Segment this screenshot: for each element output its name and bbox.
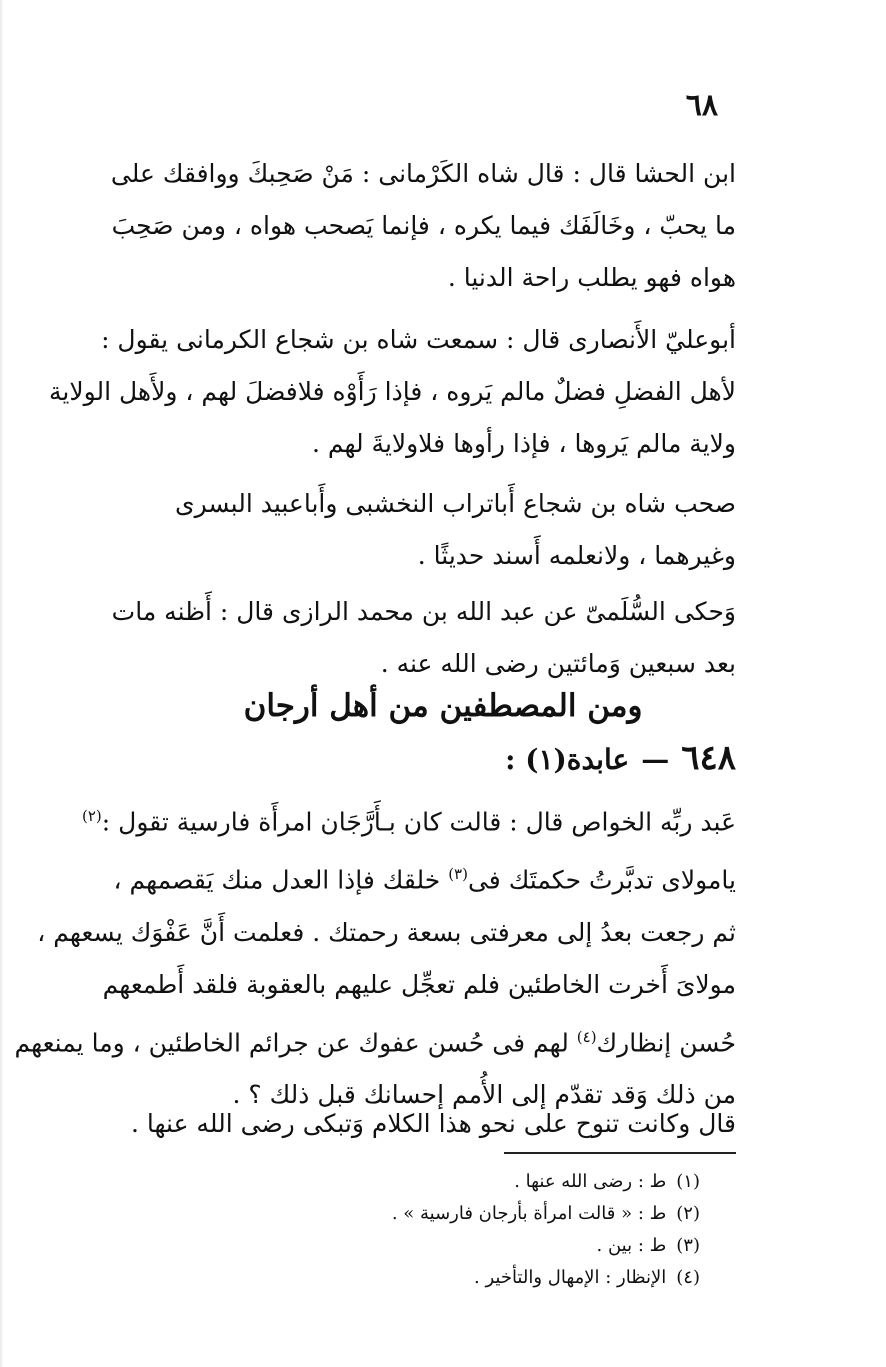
paragraph-sulami <box>86 586 736 690</box>
entry-dash: — <box>641 743 670 776</box>
footnote-ref: (٢) <box>82 807 102 825</box>
text-line: بعد سبعين وَمائتين رضى الله عنه . <box>380 649 736 678</box>
text-line: عَبد ربِّه الخواص قال : قالت كان بـأَرَّجَان امرأَة فارسية تقول :$^{(٢)}$ <box>82 807 736 837</box>
text-line: ياموﻻى تدبَّرتُ حكمتَك فى$^{(٣)}$ خلقك فإذا العدل منك يَقصمهم ، <box>113 865 736 895</box>
page-number: ٦٨ <box>685 88 718 123</box>
text-line: وَحكى السُّلَمىّ عن عبد الله بن محمد الرازى قال : أَظنه مات <box>111 597 736 626</box>
footnote-ref: (٣) <box>448 865 468 884</box>
text-line: هواه فهو يطلب راحة الدنيا . <box>447 263 736 292</box>
footnote: (٤)الإنظار : الإمهال والتأخير . <box>474 1267 700 1288</box>
text-line: صحب شاه بن شجاع أَباتراب النخشبى وأَباعبيد البسرى <box>175 489 736 518</box>
closing-paragraph <box>86 1098 736 1150</box>
text-line: حُسن إنظارك$^{(٤)}$ لهم فى حُسن عفوك عن جرائم الخاطئين ، وما يمنعهم <box>14 1027 736 1057</box>
text-line: وغيرهما ، ولانعلمه أَسند حديثًا . <box>417 541 736 570</box>
text-line: ما يحبّ ، وخَالَفَك فيما يكره ، فإنما يَصحب هواه ، ومن صَحِبَ <box>111 211 736 240</box>
page-edge <box>0 0 4 1367</box>
paragraph-ibn-al-hashsha <box>86 148 736 304</box>
text-line: لأهل الفضلِ فضلٌ مالم يَروه ، فإذا رَأَوْه فلافضلَ لهم ، ولأَهل الولاية <box>48 377 736 406</box>
text-line: أبوعليّ الأَنصارى قال : سمعت شاه بن شجاع الكرمانى يقول : <box>101 325 736 354</box>
text-line: ابن الحشا قال : قال شاه الكَرْمانى : مَنْ صَحِبكَ ووافقك على <box>110 159 736 188</box>
footnote-separator <box>504 1152 736 1154</box>
text-line: ثم رجعت بعدُ إلى معرفتى بسعة رحمتك . فعلمت أَنَّ عَفْوَك يسعهم ، <box>37 917 736 947</box>
footnote: (٣)ط : بين . <box>596 1235 700 1256</box>
footnote: (١)ط : رضى الله عنها . <box>514 1171 700 1192</box>
paragraph-suhba <box>86 478 736 582</box>
entry-title <box>505 738 736 778</box>
paragraph-abu-ali-al-ansari <box>48 314 736 470</box>
footnote-ref: (٤) <box>576 1027 597 1046</box>
entry-name: عابدة(١) : <box>505 743 630 776</box>
footnotes <box>280 1166 700 1294</box>
text-line: ولاية مالم يَروها ، فإذا رأوها فلاولايةَ لهم . <box>311 429 736 458</box>
footnote: (٢)ط : « قالت امرأة بأرجان فارسية » . <box>391 1203 700 1224</box>
text-line: موﻻىَ أَخرت الخاطئين فلم تعجِّل عليهم بالعقوبة فلقد أَطمعهم <box>102 969 736 999</box>
entry-number: ٦٤٨ <box>681 738 736 778</box>
paragraph-abd-rabbih <box>14 790 736 1121</box>
text-line: قال وكانت تنوح على نحو هذا الكلام وَتبكى رضى الله عنها . <box>130 1109 736 1138</box>
section-heading: ومن المصطفين من أهل أرجان <box>243 688 643 724</box>
text-line: من ذلك وَقد تقدّم إلى الأُمم إحسانك قبل ذلك ؟ . <box>232 1079 736 1109</box>
